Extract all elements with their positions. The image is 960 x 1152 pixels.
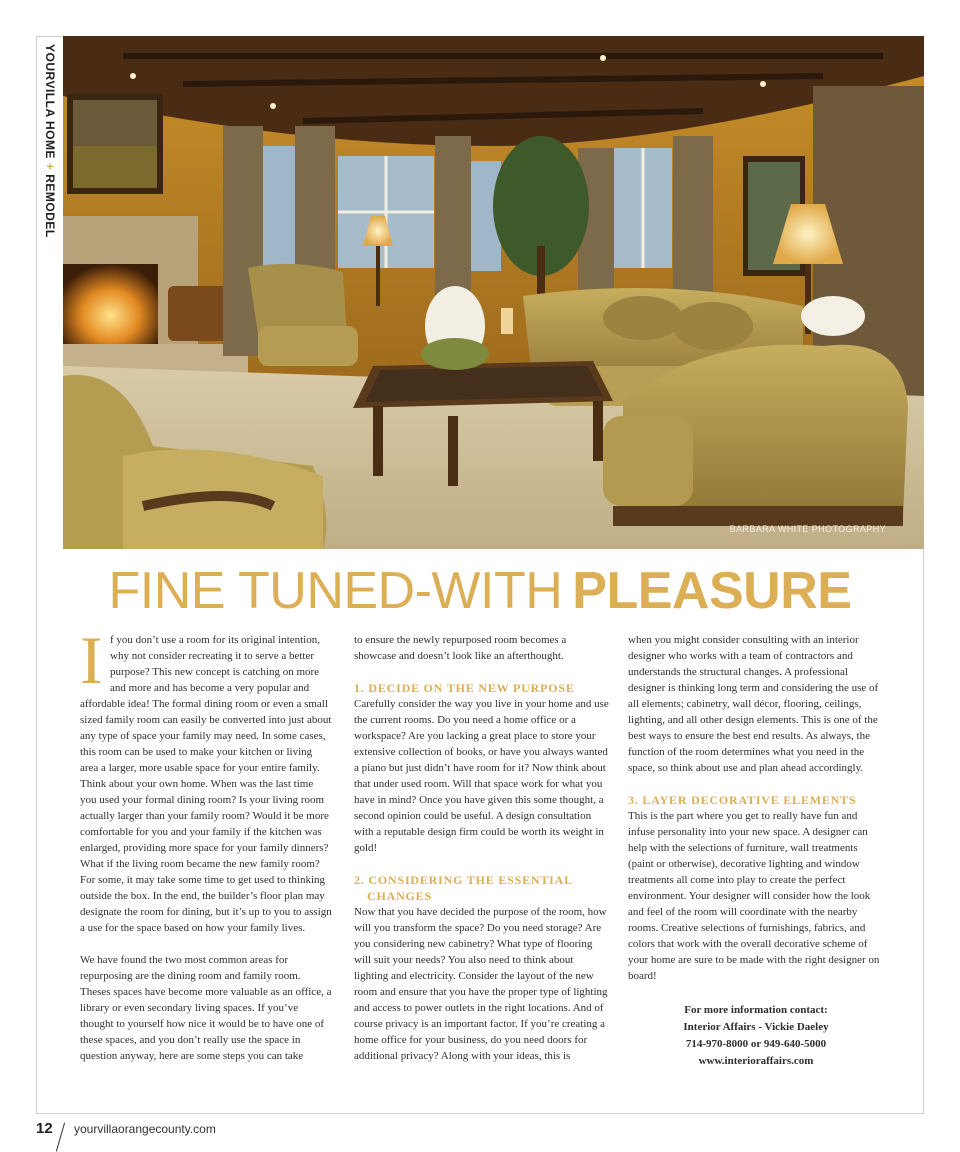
paragraph: Now that you have decided the purpose of the room, how will you transform the space? Do you need storage? Are you considering new cabinetry? What type of flooring will suit your needs? You also need to think about lighting and electricity. Consider the layout of the new room and ensure that you have the proper type of lighting and access to power outlets in the right locations. And of course privacy is an important factor. If you’re creating a home office for your business, do you need doors for additional privacy? Along with your ideas, this is (354, 906, 608, 1062)
paragraph: This is the part where you get to really have fun and infuse personality into your new space. A designer can help with the selections of furniture, wall treatments (paint or otherwise), decorative lighting and window treatments all come into play to create the perfect environment. Your designer will consider how the look and feel of the room will coordinate with the nearby rooms. Creative selections of furnishings, fabrics, and colors that work with the overall decorative scheme of your home are sure to be made with the right designer on board! (628, 810, 880, 982)
paragraph: f you don’t use a room for its original intention, why not consider recreating it to serve a better purpose? This new concept is catching on more and more and has become a very popular and affordable idea! The formal dining room or even a small sized family room can easily be converted into just about any type of space your family may need. In some cases, this room can be used to make your kitchen or living area a larger, more usable space for your entire family. Think about your own home. When was the last time you used your formal dining room? Is your living room actually larger than your family room? Would it be more comfortable for you and your family if the kitchen was enlarged, providing more space for your family dinners? What if the living room became the new family room? For some, it may take some time to get used to thinking outside the box. In the end, the builder’s floor plan may designate the room for dining, but it’s up to you to assign a use for the space based on how your family lives. (80, 634, 332, 934)
article-column-1 (80, 622, 332, 1064)
contact-company: Interior Affairs - Vickie Daeley (683, 1021, 829, 1033)
photo-credit: BARBARA WHITE PHOTOGRAPHY (729, 524, 886, 534)
section-label-plus: + (43, 162, 57, 171)
paragraph: We have found the two most common areas for repurposing are the dining room and family room. Theses spaces have become more valuable as an office, a library or even secondary living spaces. If you’ve thought to yourself how nice it would be to have one of these spaces, and you don’t really use the space in question anyway, here are some steps you can take (80, 954, 332, 1062)
footer-divider (56, 1122, 65, 1151)
article-title-light: FINE TUNED-WITH (108, 562, 563, 620)
paragraph: Carefully consider the way you live in your home and use the current rooms. Do you need a home office or a workspace? Are you lacking a great place to store your extensive collection of books, or have you always wanted a piano but just didn’t have room for it? Now think about that under used room. Will that space work for what you have in mind? Once you have given this some thought, a second opinion could be useful. A design consultation with a reputable design firm could be worth its weight in gold! (354, 698, 609, 854)
drop-cap-letter: I (80, 622, 103, 698)
living-room-photo (63, 36, 924, 549)
section-label-part1: YOURVILLA HOME (43, 44, 57, 163)
article-column-3 (628, 632, 884, 1070)
section-label (40, 44, 60, 238)
section-heading-3: 3. LAYER DECORATIVE ELEMENTS (628, 793, 857, 807)
article-column-2 (354, 632, 610, 1064)
section-heading-2 (354, 872, 610, 904)
page-number: 12 (36, 1120, 53, 1137)
section-heading-2-line1: 2. CONSIDERING THE ESSENTIAL (354, 873, 573, 887)
footer-website[interactable]: yourvillaorangecounty.com (74, 1122, 216, 1136)
contact-intro: For more information contact: (684, 1004, 828, 1016)
section-label-part2: REMODEL (43, 170, 57, 238)
contact-block (628, 1002, 884, 1070)
article-title-bold: PLEASURE (572, 562, 852, 620)
contact-phone: 714-970-8000 or 949-640-5000 (685, 1038, 827, 1050)
drop-cap (80, 622, 108, 698)
section-heading-1: 1. DECIDE ON THE NEW PURPOSE (354, 681, 575, 695)
paragraph: to ensure the newly repurposed room becomes a showcase and doesn’t look like an afterthought. (354, 634, 567, 662)
page-footer (36, 1118, 436, 1152)
section-heading-2-line2: CHANGES (367, 889, 432, 903)
article-title (0, 560, 960, 622)
paragraph: when you might consider consulting with an interior designer who works with a team of contractors and understands the structural changes. A professional designer is thinking long term and considering the use of all elements; cabinetry, wall décor, flooring, ceilings, lighting, and all other design elements. This is one of the best ways to ensure the best end results. As always, the function of the room determines what you need in the space, so think about use and plan ahead accordingly. (628, 634, 879, 774)
contact-website[interactable]: www.interioraffairs.com (698, 1055, 814, 1067)
